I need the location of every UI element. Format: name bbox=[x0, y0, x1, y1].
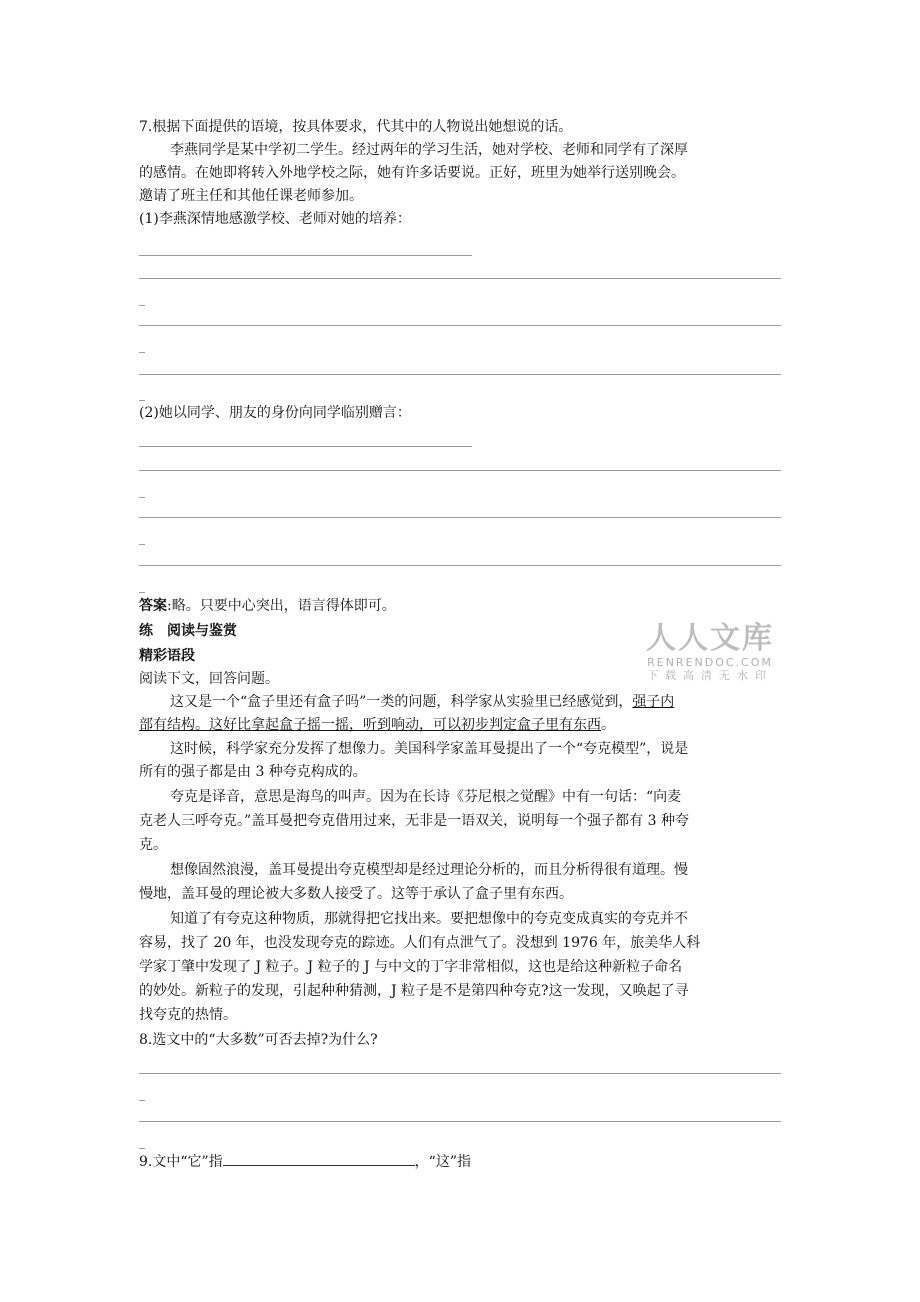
q7-title: 7.根据下面提供的语境，按具体要求，代其中的人物说出她想说的话。 bbox=[139, 119, 573, 135]
answer-line[interactable] bbox=[139, 1073, 781, 1074]
fill-blank[interactable] bbox=[223, 1151, 415, 1166]
answer-line[interactable] bbox=[139, 565, 781, 566]
passage-line: 这时候，科学家充分发挥了想像力。美国科学家盖耳曼提出了一个“夸克模型”，说是 bbox=[170, 741, 689, 757]
passage-line: 找夸克的热情。 bbox=[139, 1007, 237, 1023]
line-dash: _ bbox=[139, 531, 145, 545]
passage-line: 学家丁肇中发现了 J 粒子。J 粒子的 J 与中文的丁字非常相似，这也是给这种新粒子命名 bbox=[139, 959, 683, 975]
passage-line: 知道了有夸克这种物质，那就得把它找出来。要把想像中的夸克变成真实的夸克并不 bbox=[170, 911, 688, 927]
instruction: 阅读下文，回答问题。 bbox=[139, 671, 279, 687]
passage-line: 克老人三呼夸克。”盖耳曼把夸克借用过来，无非是一语双关，说明每一个强子都有 3 种夸 bbox=[139, 813, 689, 829]
passage-text: 这又是一个“盒子里还有盒子吗”一类的问题，科学家从实验里已经感觉到， bbox=[170, 694, 633, 710]
q7-context-line: 邀请了班主任和其他任课老师参加。 bbox=[139, 188, 363, 204]
passage-text: 。 bbox=[601, 717, 615, 733]
q9-text-b: ，“这”指 bbox=[414, 1154, 471, 1170]
passage-line: 所有的强子都是由 3 种夸克构成的。 bbox=[139, 764, 367, 780]
answer-line[interactable] bbox=[139, 517, 781, 518]
line-dash: _ bbox=[139, 1135, 145, 1149]
answer-line[interactable] bbox=[139, 325, 781, 326]
line-dash: _ bbox=[139, 339, 145, 353]
passage-line: 夸克是译音，意思是海鸟的叫声。因为在长诗《芬尼根之觉醒》中有一句话：“向麦 bbox=[170, 789, 682, 805]
underlined-text: 部有结构。这好比拿起盒子摇一摇，听到响动，可以初步判定盒子里有东西 bbox=[139, 717, 601, 733]
underlined-text: 强子内 bbox=[632, 694, 675, 710]
answer-line[interactable] bbox=[139, 446, 472, 447]
q7-context-line: 李燕同学是某中学初二学生。经过两年的学习生活，她对学校、老师和同学有了深厚 bbox=[170, 142, 688, 158]
passage-line: 慢地，盖耳曼的理论被大多数人接受了。这等于承认了盒子里有东西。 bbox=[139, 886, 573, 902]
passage-line bbox=[139, 714, 615, 736]
q9-text-a: 9.文中“它”指 bbox=[139, 1154, 223, 1170]
answer-text: :略。只要中心突出，语言得体即可。 bbox=[167, 598, 396, 614]
watermark-caption: 下载高清无水印 bbox=[647, 669, 773, 682]
section-heading: 练 阅读与鉴赏 bbox=[139, 623, 237, 639]
passage-line: 容易，找了 20 年，也没发现夸克的踪迹。人们有点泄气了。没想到 1976 年，旅美华人科 bbox=[139, 935, 701, 951]
watermark-site: RENRENDOC.COM bbox=[647, 656, 773, 669]
q9-line bbox=[139, 1151, 471, 1173]
answer-line[interactable] bbox=[139, 255, 472, 256]
answer-label: 答案 bbox=[139, 598, 167, 614]
answer-line[interactable] bbox=[139, 470, 781, 471]
answer-line[interactable] bbox=[139, 374, 781, 375]
q7-sub1: (1)李燕深情地感激学校、老师对她的培养： bbox=[139, 211, 411, 227]
answer-line[interactable] bbox=[139, 1121, 781, 1122]
line-dash: _ bbox=[139, 484, 145, 498]
passage-line bbox=[170, 691, 674, 713]
line-dash: _ bbox=[139, 579, 145, 593]
answer-line[interactable] bbox=[139, 278, 781, 279]
section-subheading: 精彩语段 bbox=[139, 648, 195, 664]
q7-context-line: 的感情。在她即将转入外地学校之际，她有许多话要说。正好，班里为她举行送别晚会。 bbox=[139, 165, 685, 181]
line-dash: _ bbox=[139, 1087, 145, 1101]
passage-line: 克。 bbox=[139, 837, 167, 853]
passage-line: 想像固然浪漫，盖耳曼提出夸克模型却是经过理论分析的，而且分析得很有道理。慢 bbox=[170, 862, 688, 878]
answer-line-text bbox=[139, 595, 396, 617]
line-dash: _ bbox=[139, 387, 145, 401]
q7-sub2: (2)她以同学、朋友的身份向同学临别赠言： bbox=[139, 405, 411, 421]
passage-line: 的妙处。新粒子的发现，引起种种猜测，J 粒子是不是第四种夸克?这一发现，又唤起了寻 bbox=[139, 983, 689, 999]
watermark-title: 人人文库 bbox=[646, 621, 774, 656]
line-dash: _ bbox=[139, 292, 145, 306]
q8-text: 8.选文中的“大多数”可否去掉?为什么? bbox=[139, 1032, 378, 1048]
watermark bbox=[646, 622, 774, 682]
